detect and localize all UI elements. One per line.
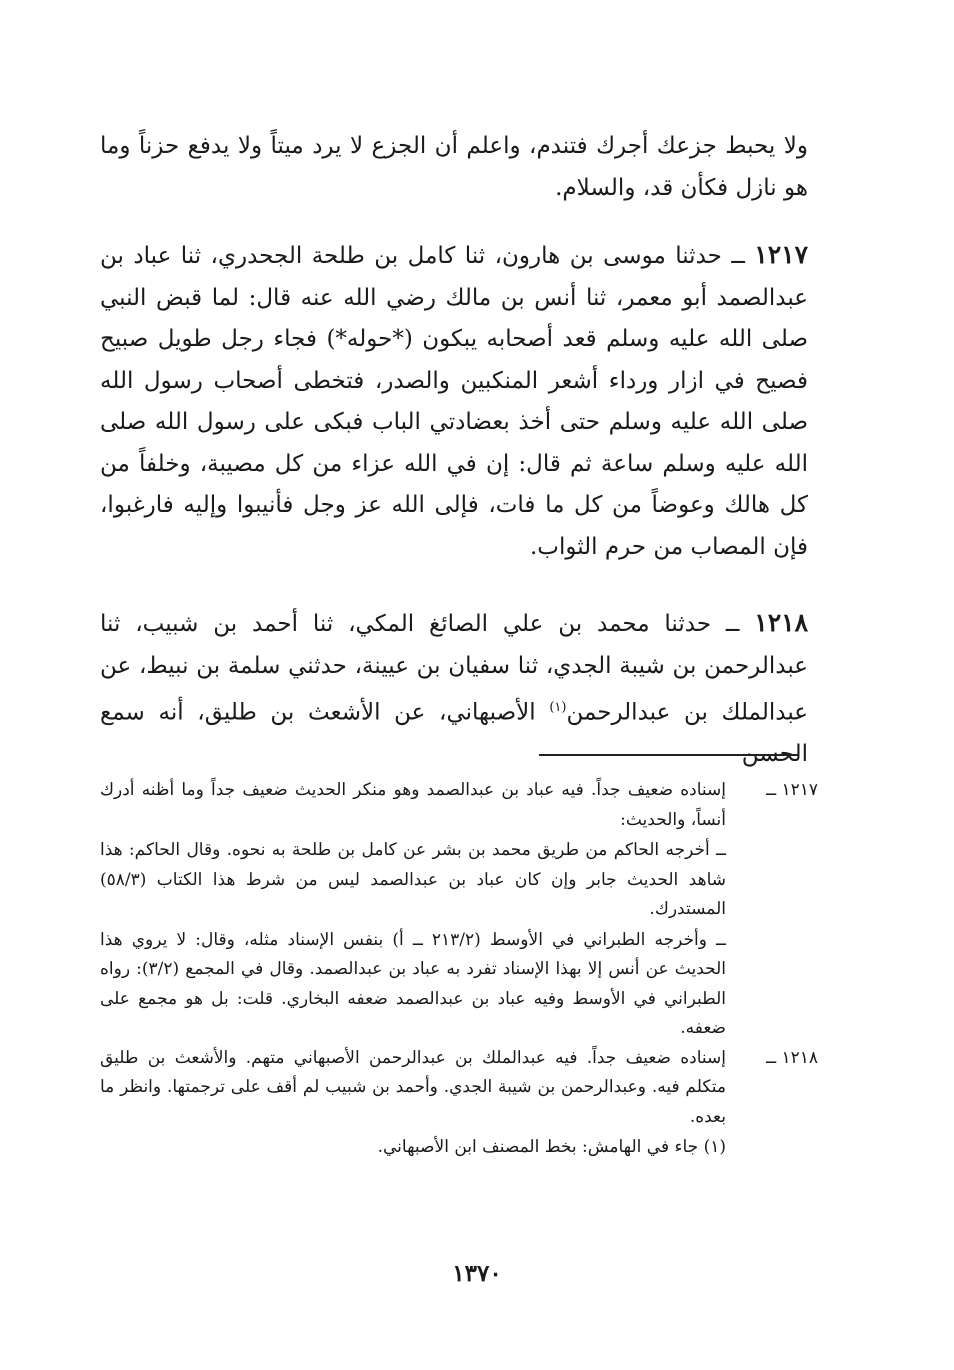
margin-note: (١) جاء في الهامش: بخط المصنف ابن الأصبهاني. xyxy=(377,1137,726,1157)
footnote-1218 xyxy=(100,1044,818,1163)
footnote-line: ــ وأخرجه الطبراني في الأوسط (٢١٣/٢ ــ أ) بنفس الإسناد مثله، وقال: لا يروي هذا الحديث عن أنس إلا بهذا الإسناد تفرد به عباد بن عبدالصمد. وقال في المجمع (٣/٢): رواه الطبراني في الأوسط وفيه عباد بن عبدالصمد ضعفه البخاري. قلت: بل هو مجمع على ضعفه. xyxy=(100,929,727,1038)
footnote-line: ــ أخرجه الحاكم من طريق محمد بن بشر عن كامل بن طلحة به نحوه. وقال الحاكم: هذا شاهد الحديث جابر وإن كان عباد بن عبدالصمد ليس من شرط هذا الكتاب (٥٨/٣) المستدرك. xyxy=(100,840,726,919)
page-number: ١٣٧٠ xyxy=(452,1260,502,1287)
footnote-line: إسناده ضعيف جداً. فيه عباد بن عبدالصمد وهو منكر الحديث ضعيف جداً وما أظنه أدرك أنساً، والحديث: xyxy=(100,780,726,830)
hadith-dash: ــ xyxy=(711,611,755,637)
footnote-1217 xyxy=(100,776,818,1044)
footnote-line: إسناده ضعيف جداً. فيه عبدالملك بن عبدالرحمن الأصبهاني متهم. والأشعث بن طليق متكلم فيه. وعبدالرحمن بن شيبة الجدي. وأحمد بن شبيب لم أقف على ترجمتها. وانظر ما بعده. xyxy=(100,1047,726,1127)
hadith-number: ١٢١٧ xyxy=(754,240,808,269)
hadith-number: ١٢١٨ xyxy=(754,608,809,637)
hadith-1217 xyxy=(100,234,808,568)
footnote-divider xyxy=(539,754,799,756)
hadith-text: حدثنا موسى بن هارون، ثنا كامل بن طلحة الجحدري، ثنا عباد بن عبدالصمد أبو معمر، ثنا أنس بن مالك رضي الله عنه قال: لما قبض النبي صلى الله عليه وسلم قعد أصحابه يبكون (*حوله*) فجاء رجل طويل صبيح فصيح في ازار ورداء أشعر المنكبين والصدر، فتخطى أصحاب رسول الله صلى الله عليه وسلم حتى أخذ بعضادتي الباب فبكى على رسول الله صلى الله عليه وسلم ساعة ثم قال: إن في الله عزاء من كل مصيبة، وخلفاً من كل هالك وعوضاً من كل ما فات، فإلى الله عز وجل فأنيبوا وإليه فارغبوا، فإن المصاب من حرم الثواب. xyxy=(100,243,808,560)
hadith-text: حدثنا محمد بن علي الصائغ المكي، ثنا أحمد بن شبيب، ثنا عبدالرحمن بن شيبة الجدي، ثنا سفيان بن عيينة، حدثني سلمة بن نبيط، عن عبدالملك بن عبدالرحمن xyxy=(100,611,808,726)
footnote-label: ١٢١٨ ــ xyxy=(766,1047,818,1068)
hadith-text-end: الأصبهاني، عن الأشعث بن طليق، أنه سمع الحسن xyxy=(100,699,808,768)
footnotes-section xyxy=(100,776,818,1163)
paragraph-closing xyxy=(100,126,808,209)
footnote-reference: (١) xyxy=(549,700,567,715)
footnote-label: ١٢١٧ ــ xyxy=(766,780,818,800)
hadith-dash: ــ xyxy=(721,243,755,269)
paragraph-text: ولا يحبط جزعك أجرك فتندم، واعلم أن الجزع لا يرد ميتاً ولا يدفع حزناً وما هو نازل فكأن قد، والسلام. xyxy=(100,133,808,201)
hadith-1218 xyxy=(100,602,808,776)
